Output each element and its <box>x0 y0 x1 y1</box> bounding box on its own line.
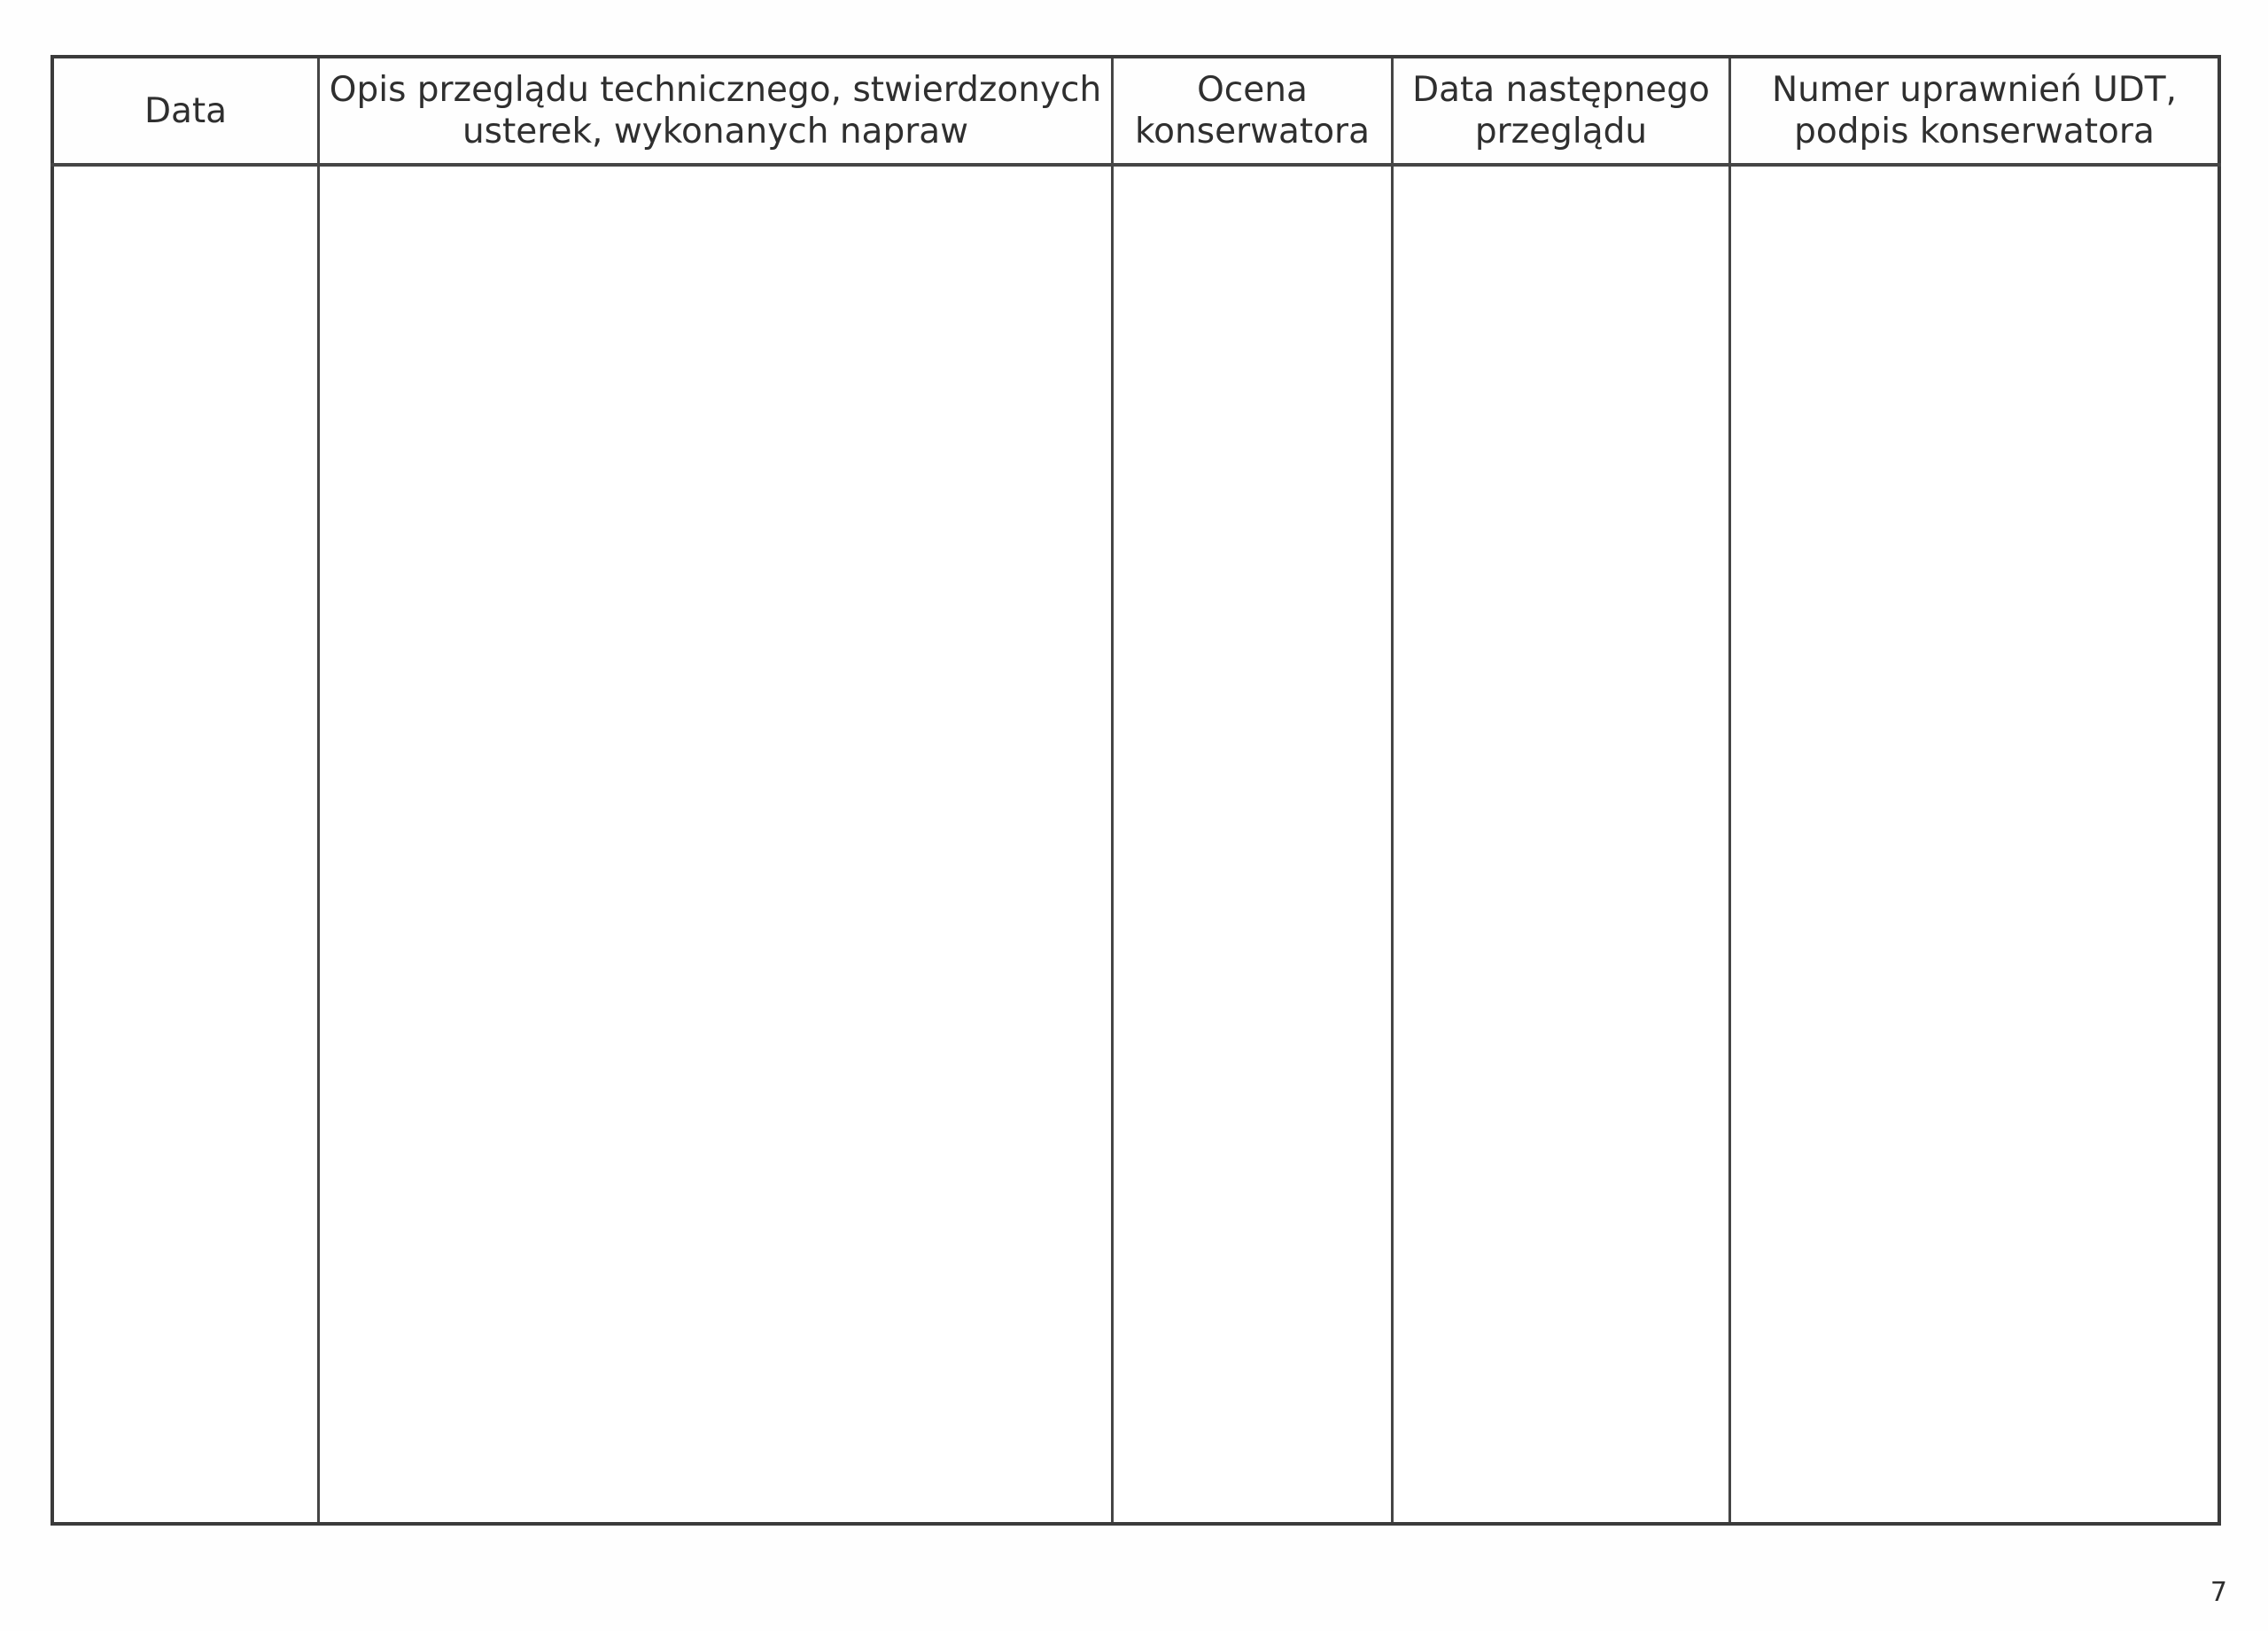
header-technician-rating-label: Ocena konserwatora <box>1134 70 1370 151</box>
cell-technician-rating[interactable] <box>1113 165 1393 1524</box>
page-number: 7 <box>2210 1577 2227 1608</box>
cell-udt-permit-signature[interactable] <box>1730 165 2220 1524</box>
header-technician-rating <box>1113 57 1393 165</box>
table-body <box>52 165 2219 1524</box>
header-udt-permit-signature <box>1730 57 2220 165</box>
cell-date[interactable] <box>52 165 319 1524</box>
header-udt-permit-signature-label: Numer uprawnień UDT, podpis konserwatora <box>1771 70 2178 151</box>
header-inspection-description <box>319 57 1113 165</box>
cell-next-inspection-date[interactable] <box>1393 165 1730 1524</box>
header-inspection-description-label: Opis przeglądu technicznego, stwierdzonych usterek, wykonanych napraw <box>329 70 1102 151</box>
header-date-label: Data <box>144 90 228 131</box>
cell-inspection-description[interactable] <box>319 165 1113 1524</box>
table-header <box>52 57 2219 165</box>
header-row <box>52 57 2219 165</box>
header-next-inspection-date <box>1393 57 1730 165</box>
inspection-log-table <box>50 55 2221 1526</box>
table-row <box>52 165 2219 1524</box>
header-date <box>52 57 319 165</box>
header-next-inspection-date-label: Data następnego przeglądu <box>1412 70 1710 151</box>
